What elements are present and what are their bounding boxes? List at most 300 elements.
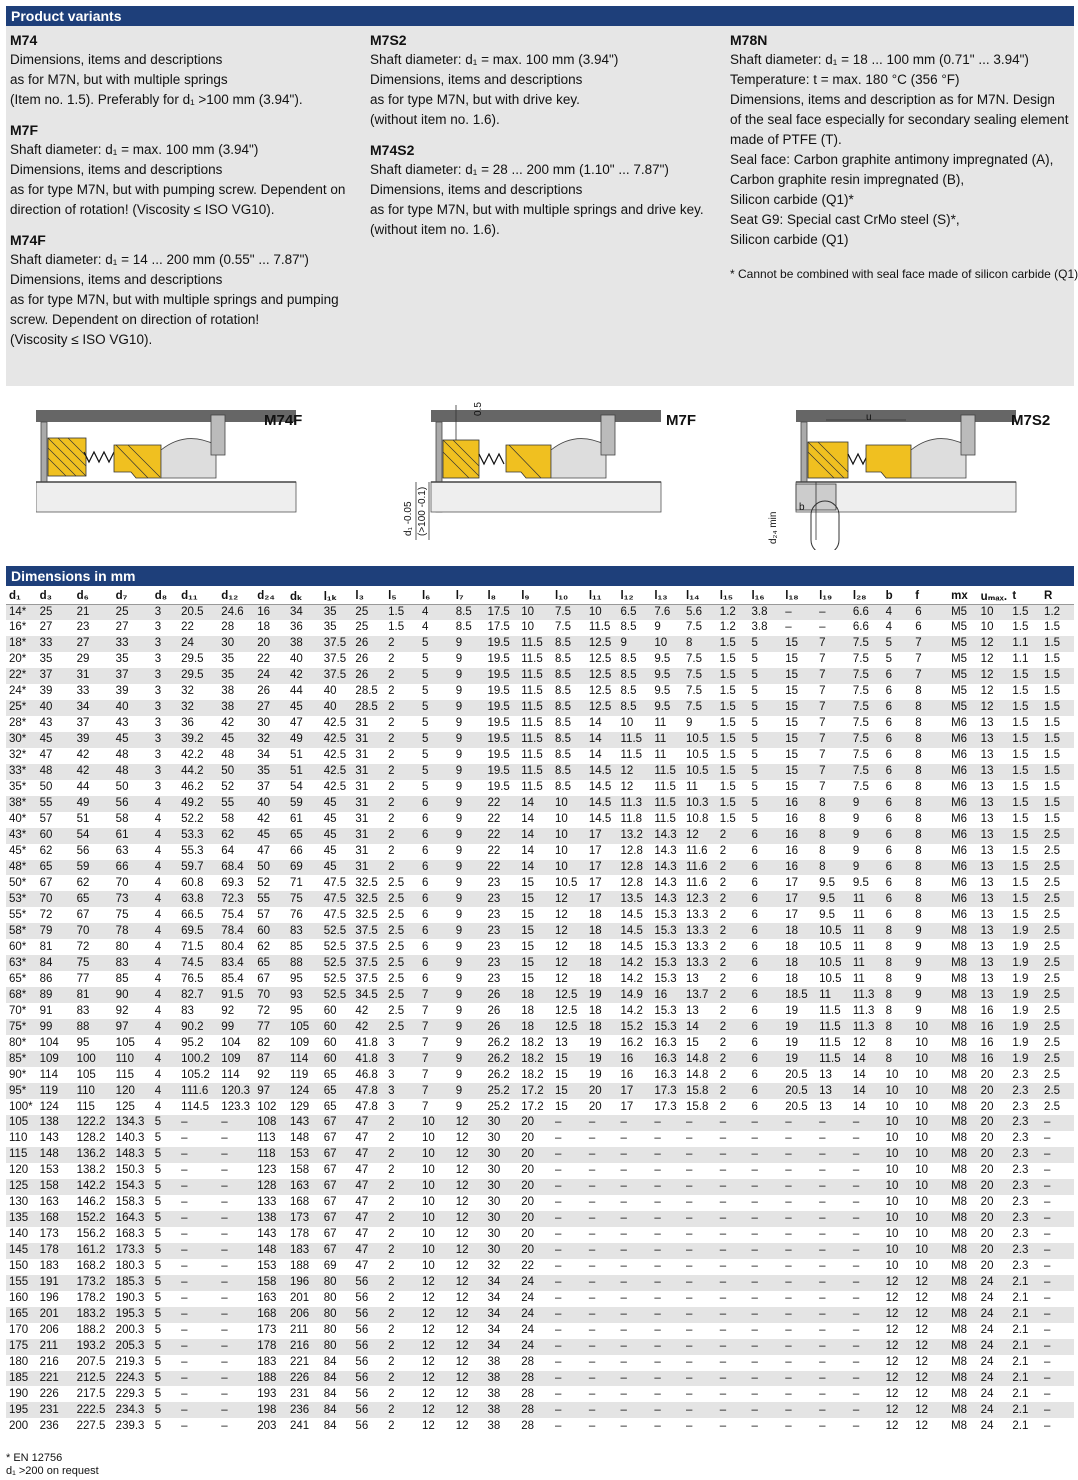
- table-cell: 11.5: [588, 621, 611, 634]
- table-cell: –: [785, 621, 792, 634]
- table-cell: 178: [257, 1340, 277, 1353]
- table-cell: 170: [9, 1324, 29, 1337]
- table-cell: 9: [915, 972, 922, 985]
- table-cell: 7.6: [654, 605, 671, 618]
- table-cell: 1.5: [1012, 765, 1029, 778]
- table-cell: 1.2: [719, 621, 736, 634]
- table-cell: M8: [951, 1068, 968, 1081]
- table-cell: 1.9: [1012, 924, 1029, 937]
- table-cell: M8: [951, 1340, 968, 1353]
- table-cell: M8: [951, 1212, 968, 1225]
- table-cell: 55.3: [181, 845, 204, 858]
- table-cell: 48*: [9, 860, 27, 873]
- table-cell: 6: [751, 908, 758, 921]
- table-cell: 14.3: [654, 892, 677, 905]
- table-cell: 10: [885, 1084, 899, 1097]
- table-cell: –: [555, 1244, 562, 1257]
- column-header: mx: [951, 589, 968, 602]
- column-header: d₁₂: [221, 589, 239, 602]
- table-cell: –: [751, 1260, 758, 1273]
- table-cell: –: [819, 1356, 826, 1369]
- table-cell: 39: [39, 685, 53, 698]
- table-cell: 55: [257, 892, 270, 905]
- table-cell: 28.5: [355, 685, 378, 698]
- table-cell: 14.2: [620, 956, 643, 969]
- table-cell: 82.7: [181, 988, 204, 1001]
- table-cell: 2: [388, 1340, 395, 1353]
- table-cell: M5: [951, 685, 968, 698]
- table-cell: 38: [289, 637, 303, 650]
- table-cell: 8: [885, 972, 893, 985]
- table-cell: 12: [455, 1244, 469, 1257]
- table-cell: 163: [289, 1180, 310, 1193]
- table-cell: 10.5: [555, 876, 578, 889]
- table-cell: 24: [521, 1292, 535, 1305]
- table-cell: 42: [257, 813, 270, 826]
- table-cell: 6: [751, 845, 758, 858]
- table-cell: 60: [323, 1036, 337, 1049]
- table-cell: 53.3: [181, 829, 204, 842]
- table-cell: 178: [39, 1244, 59, 1257]
- table-cell: 7.5: [852, 685, 869, 698]
- table-cell: 150: [9, 1260, 29, 1273]
- table-cell: 2: [388, 813, 395, 826]
- table-cell: 173.2: [76, 1276, 106, 1289]
- table-row: [6, 1386, 1074, 1402]
- table-cell: 2: [388, 1403, 395, 1416]
- table-cell: 1.9: [1012, 1036, 1029, 1049]
- table-cell: 2: [388, 685, 395, 698]
- table-cell: 6: [751, 972, 758, 985]
- table-cell: 200: [9, 1419, 29, 1432]
- table-cell: 219.3: [115, 1356, 145, 1369]
- table-cell: 8: [915, 876, 922, 889]
- table-cell: 5: [751, 765, 758, 778]
- table-cell: 14: [521, 813, 535, 826]
- table-cell: 10.5: [819, 956, 842, 969]
- table-cell: –: [819, 605, 826, 618]
- table-cell: 24.6: [221, 605, 244, 618]
- table-cell: 10: [421, 1132, 435, 1145]
- table-cell: 5: [421, 717, 429, 730]
- table-cell: 153: [257, 1260, 277, 1273]
- table-cell: –: [686, 1212, 693, 1225]
- table-cell: 28: [521, 1371, 535, 1384]
- table-cell: 38: [487, 1371, 501, 1384]
- table-cell: –: [620, 1132, 627, 1145]
- footnotes: [6, 1452, 99, 1478]
- table-cell: 15: [785, 685, 799, 698]
- table-cell: 4: [885, 605, 893, 618]
- table-cell: 10: [885, 1164, 899, 1177]
- table-cell: –: [620, 1164, 627, 1177]
- table-cell: 17: [785, 908, 799, 921]
- table-cell: 140: [9, 1228, 29, 1241]
- table-cell: 12: [885, 1403, 899, 1416]
- table-cell: 22: [487, 797, 501, 810]
- dim-m7f-shaft-large: (>100 -0.1): [417, 486, 428, 536]
- table-cell: 75.4: [221, 908, 244, 921]
- table-cell: –: [555, 1276, 562, 1289]
- table-cell: 5: [154, 1403, 162, 1416]
- table-cell: 56: [355, 1324, 369, 1337]
- table-cell: 1.9: [1012, 956, 1029, 969]
- table-cell: 80: [323, 1324, 337, 1337]
- table-cell: 5: [154, 1419, 162, 1432]
- table-cell: 21: [76, 605, 90, 618]
- table-cell: 34: [76, 701, 90, 714]
- table-row: [6, 1243, 1074, 1259]
- table-cell: 1.5: [1012, 669, 1029, 682]
- table-header-row: [6, 588, 1074, 604]
- table-cell: 3: [154, 669, 162, 682]
- table-cell: 7.5: [852, 637, 869, 650]
- table-cell: 49.2: [181, 797, 204, 810]
- table-cell: 5: [154, 1212, 162, 1225]
- table-cell: 26: [355, 637, 369, 650]
- table-cell: 6: [885, 908, 893, 921]
- table-cell: 48: [39, 765, 53, 778]
- table-cell: 80: [323, 1308, 337, 1321]
- table-cell: 7: [819, 669, 826, 682]
- table-cell: –: [1044, 1419, 1051, 1432]
- table-cell: 23: [76, 621, 90, 634]
- table-cell: 30: [487, 1164, 501, 1177]
- table-cell: 40: [289, 653, 303, 666]
- table-cell: –: [686, 1387, 693, 1400]
- table-cell: M8: [951, 1371, 968, 1384]
- table-cell: 15: [521, 876, 535, 889]
- table-cell: 12: [915, 1340, 928, 1353]
- table-cell: M8: [951, 1308, 968, 1321]
- table-cell: 42: [355, 1020, 369, 1033]
- table-cell: 48: [115, 765, 129, 778]
- table-cell: 18: [588, 972, 602, 985]
- table-cell: 195.3: [115, 1308, 145, 1321]
- table-cell: –: [620, 1228, 627, 1241]
- table-cell: 11: [654, 733, 667, 746]
- table-cell: –: [719, 1164, 727, 1177]
- table-cell: 9: [915, 988, 922, 1001]
- table-cell: 22*: [9, 669, 27, 682]
- table-cell: 1.5: [1012, 845, 1029, 858]
- table-cell: 5: [154, 1276, 162, 1289]
- table-cell: M6: [951, 860, 968, 873]
- table-row: [6, 1131, 1074, 1147]
- table-cell: 24: [257, 669, 270, 682]
- table-cell: –: [819, 1244, 826, 1257]
- table-cell: 3: [388, 1084, 395, 1097]
- table-cell: 20.5: [785, 1100, 808, 1113]
- table-cell: 148: [257, 1244, 277, 1257]
- table-cell: 2: [388, 1371, 395, 1384]
- table-cell: –: [719, 1371, 727, 1384]
- column-header: l₃: [355, 589, 364, 602]
- table-cell: 115: [76, 1100, 95, 1113]
- table-cell: 42.5: [323, 765, 347, 778]
- table-cell: 3: [154, 781, 162, 794]
- table-cell: 18: [588, 940, 602, 953]
- table-cell: –: [785, 605, 792, 618]
- table-cell: 2.5: [1044, 972, 1061, 985]
- table-cell: 33: [39, 637, 53, 650]
- table-cell: 2.1: [1012, 1403, 1029, 1416]
- table-cell: 13: [980, 988, 994, 1001]
- table-cell: 1.5: [1044, 637, 1061, 650]
- table-cell: 11: [852, 956, 865, 969]
- table-cell: 8.5: [620, 701, 637, 714]
- table-cell: 6: [421, 892, 429, 905]
- variant-description-line: (without item no. 1.6).: [370, 112, 500, 127]
- table-cell: 62: [221, 829, 235, 842]
- table-cell: –: [555, 1148, 562, 1161]
- table-cell: –: [588, 1132, 596, 1145]
- table-cell: 160: [9, 1292, 29, 1305]
- table-cell: 2: [719, 1036, 727, 1049]
- table-cell: 91.5: [221, 988, 244, 1001]
- table-cell: 7.5: [852, 717, 869, 730]
- table-cell: 11.3: [620, 797, 643, 810]
- table-cell: –: [751, 1196, 758, 1209]
- table-cell: 41.8: [355, 1036, 378, 1049]
- table-cell: 8.5: [620, 669, 637, 682]
- table-cell: 185: [9, 1371, 29, 1384]
- table-cell: 6: [421, 829, 429, 842]
- table-cell: 56: [355, 1276, 369, 1289]
- table-cell: 6: [885, 876, 893, 889]
- table-cell: 29.5: [181, 653, 204, 666]
- table-cell: 45: [115, 733, 129, 746]
- table-cell: 201: [39, 1308, 59, 1321]
- table-cell: 12.8: [620, 845, 643, 858]
- table-cell: M5: [951, 653, 968, 666]
- table-cell: 114: [39, 1068, 58, 1081]
- table-cell: 4: [154, 988, 162, 1001]
- table-cell: 180: [9, 1356, 29, 1369]
- table-cell: 12: [421, 1308, 435, 1321]
- table-cell: 67: [323, 1164, 337, 1177]
- table-cell: 10: [654, 637, 668, 650]
- table-cell: 138: [257, 1212, 277, 1225]
- table-cell: 10: [421, 1148, 435, 1161]
- table-cell: 6: [751, 1036, 758, 1049]
- table-cell: 183: [39, 1260, 59, 1273]
- table-cell: 36: [289, 621, 303, 634]
- table-cell: 168: [257, 1308, 277, 1321]
- table-cell: 1.5: [1012, 733, 1029, 746]
- table-cell: –: [1044, 1244, 1051, 1257]
- table-cell: 40: [323, 685, 337, 698]
- table-cell: 63: [115, 845, 129, 858]
- table-cell: 15.8: [686, 1084, 709, 1097]
- table-cell: 2.5: [1044, 1020, 1061, 1033]
- table-cell: M8: [951, 1100, 968, 1113]
- table-cell: 8: [915, 733, 922, 746]
- table-cell: 18: [588, 1004, 602, 1017]
- table-cell: –: [654, 1244, 661, 1257]
- table-cell: M6: [951, 829, 968, 842]
- table-row: [6, 1147, 1074, 1163]
- table-cell: 229.3: [115, 1387, 145, 1400]
- table-cell: –: [785, 1387, 792, 1400]
- table-cell: 2: [388, 1356, 395, 1369]
- table-cell: 188: [289, 1260, 310, 1273]
- table-cell: 18.2: [521, 1052, 544, 1065]
- table-cell: 129: [289, 1100, 310, 1113]
- table-cell: –: [819, 1324, 826, 1337]
- table-cell: –: [555, 1196, 562, 1209]
- table-cell: 13: [980, 956, 994, 969]
- table-cell: 65: [39, 860, 53, 873]
- variant-description-line: Dimensions, items and descriptions: [370, 182, 583, 197]
- table-cell: 2.5: [1044, 860, 1061, 873]
- table-cell: 3: [388, 1036, 395, 1049]
- table-cell: 2: [388, 1116, 395, 1129]
- table-cell: 1.9: [1012, 1020, 1029, 1033]
- table-cell: –: [555, 1212, 562, 1225]
- table-cell: 5: [154, 1132, 162, 1145]
- table-cell: 7: [819, 733, 826, 746]
- table-cell: –: [555, 1308, 562, 1321]
- table-cell: 8: [819, 860, 826, 873]
- table-cell: –: [785, 1419, 792, 1432]
- table-cell: 60: [257, 924, 270, 937]
- table-cell: 10: [885, 1100, 899, 1113]
- table-cell: 13: [980, 749, 994, 762]
- table-cell: 58*: [9, 924, 27, 937]
- table-cell: M8: [951, 1148, 968, 1161]
- table-cell: 4: [154, 797, 162, 810]
- variant-description-line: Carbon graphite resin impregnated (B),: [730, 172, 965, 187]
- table-cell: 71.5: [181, 940, 204, 953]
- table-cell: 20: [980, 1116, 994, 1129]
- table-cell: 9: [915, 956, 922, 969]
- table-cell: 2.5: [1044, 892, 1061, 905]
- table-cell: –: [181, 1292, 188, 1305]
- table-cell: 11: [852, 924, 865, 937]
- table-cell: 1.5: [719, 781, 736, 794]
- column-header: l₁₂: [620, 589, 634, 602]
- table-cell: 37.5: [355, 956, 378, 969]
- table-cell: 95: [289, 972, 303, 985]
- table-row: [6, 796, 1074, 812]
- table-cell: –: [686, 1276, 693, 1289]
- dim-m7s2-b: b: [799, 502, 805, 513]
- table-cell: 12: [555, 908, 568, 921]
- table-cell: –: [620, 1387, 627, 1400]
- table-cell: 12: [980, 685, 994, 698]
- table-cell: 18: [785, 972, 799, 985]
- table-cell: 34: [487, 1276, 501, 1289]
- table-cell: 17.2: [521, 1100, 544, 1113]
- dimensions-header: Dimensions in mm: [6, 566, 1074, 586]
- table-cell: –: [181, 1324, 188, 1337]
- table-cell: 9: [455, 1052, 463, 1065]
- table-cell: 7: [819, 781, 826, 794]
- table-cell: 2.3: [1012, 1132, 1029, 1145]
- table-cell: 7: [915, 637, 922, 650]
- table-cell: –: [785, 1292, 792, 1305]
- table-cell: –: [654, 1371, 661, 1384]
- table-cell: 10: [555, 845, 568, 858]
- drawing-label-m7s2: M7S2: [1011, 412, 1051, 429]
- table-cell: 12: [980, 701, 994, 714]
- table-cell: 73: [115, 892, 129, 905]
- table-cell: 2: [719, 1100, 727, 1113]
- table-cell: 5: [154, 1340, 162, 1353]
- table-cell: M8: [951, 1084, 968, 1097]
- table-cell: 12.5: [588, 685, 612, 698]
- table-cell: 95.2: [181, 1036, 204, 1049]
- table-cell: –: [221, 1228, 228, 1241]
- table-cell: 14: [852, 1084, 866, 1097]
- table-cell: 12.5: [588, 653, 612, 666]
- table-cell: 8.5: [555, 637, 572, 650]
- table-cell: 211: [39, 1340, 58, 1353]
- table-cell: 7.5: [852, 669, 869, 682]
- table-cell: 2: [388, 1228, 395, 1241]
- table-cell: 2: [388, 1419, 395, 1432]
- table-cell: –: [719, 1148, 727, 1161]
- table-cell: 5: [751, 701, 758, 714]
- table-cell: 51: [289, 749, 303, 762]
- table-cell: –: [555, 1292, 562, 1305]
- table-cell: 7: [819, 685, 826, 698]
- variant-description-line: Dimensions, items and descriptions: [10, 272, 223, 287]
- table-cell: 42: [355, 1004, 369, 1017]
- table-cell: 9: [455, 1004, 463, 1017]
- table-cell: 7: [421, 1036, 429, 1049]
- table-row: [6, 1323, 1074, 1339]
- table-cell: 143: [39, 1132, 59, 1145]
- table-cell: 8: [915, 813, 922, 826]
- table-cell: 38: [221, 685, 235, 698]
- table-cell: 19: [588, 1052, 602, 1065]
- variant-title: M7F: [10, 122, 38, 138]
- variant-description-line: Shaft diameter: d₁ = max. 100 mm (3.94"): [370, 52, 619, 67]
- table-cell: M6: [951, 717, 968, 730]
- table-cell: 29: [76, 653, 90, 666]
- table-cell: 13: [555, 1036, 568, 1049]
- table-cell: 2.3: [1012, 1212, 1029, 1225]
- table-cell: 2.5: [388, 924, 405, 937]
- variant-description-line: (Item no. 1.5). Preferably for d₁ >100 mm (3.94").: [10, 92, 303, 107]
- table-cell: 201: [289, 1292, 310, 1305]
- table-cell: 38: [487, 1403, 501, 1416]
- table-cell: 9: [455, 940, 463, 953]
- table-cell: 128.2: [76, 1132, 106, 1145]
- table-cell: 10: [915, 1196, 928, 1209]
- table-cell: 7: [421, 1084, 429, 1097]
- table-cell: 5: [154, 1308, 162, 1321]
- table-cell: 2.3: [1012, 1228, 1029, 1241]
- table-cell: 9: [455, 701, 463, 714]
- table-cell: 1.5: [719, 749, 736, 762]
- table-cell: 12: [421, 1371, 435, 1384]
- table-cell: 193.2: [76, 1340, 106, 1353]
- table-cell: 5: [154, 1356, 162, 1369]
- table-cell: 10: [915, 1180, 928, 1193]
- table-cell: 1.5: [719, 637, 736, 650]
- column-header: l₁₃: [654, 589, 668, 602]
- table-cell: 2.5: [388, 908, 405, 921]
- table-cell: 128: [257, 1180, 277, 1193]
- table-cell: 14.2: [620, 972, 643, 985]
- table-cell: 13: [980, 797, 994, 810]
- table-cell: 18: [588, 924, 602, 937]
- table-cell: 105: [115, 1036, 135, 1049]
- table-cell: 212.5: [76, 1371, 106, 1384]
